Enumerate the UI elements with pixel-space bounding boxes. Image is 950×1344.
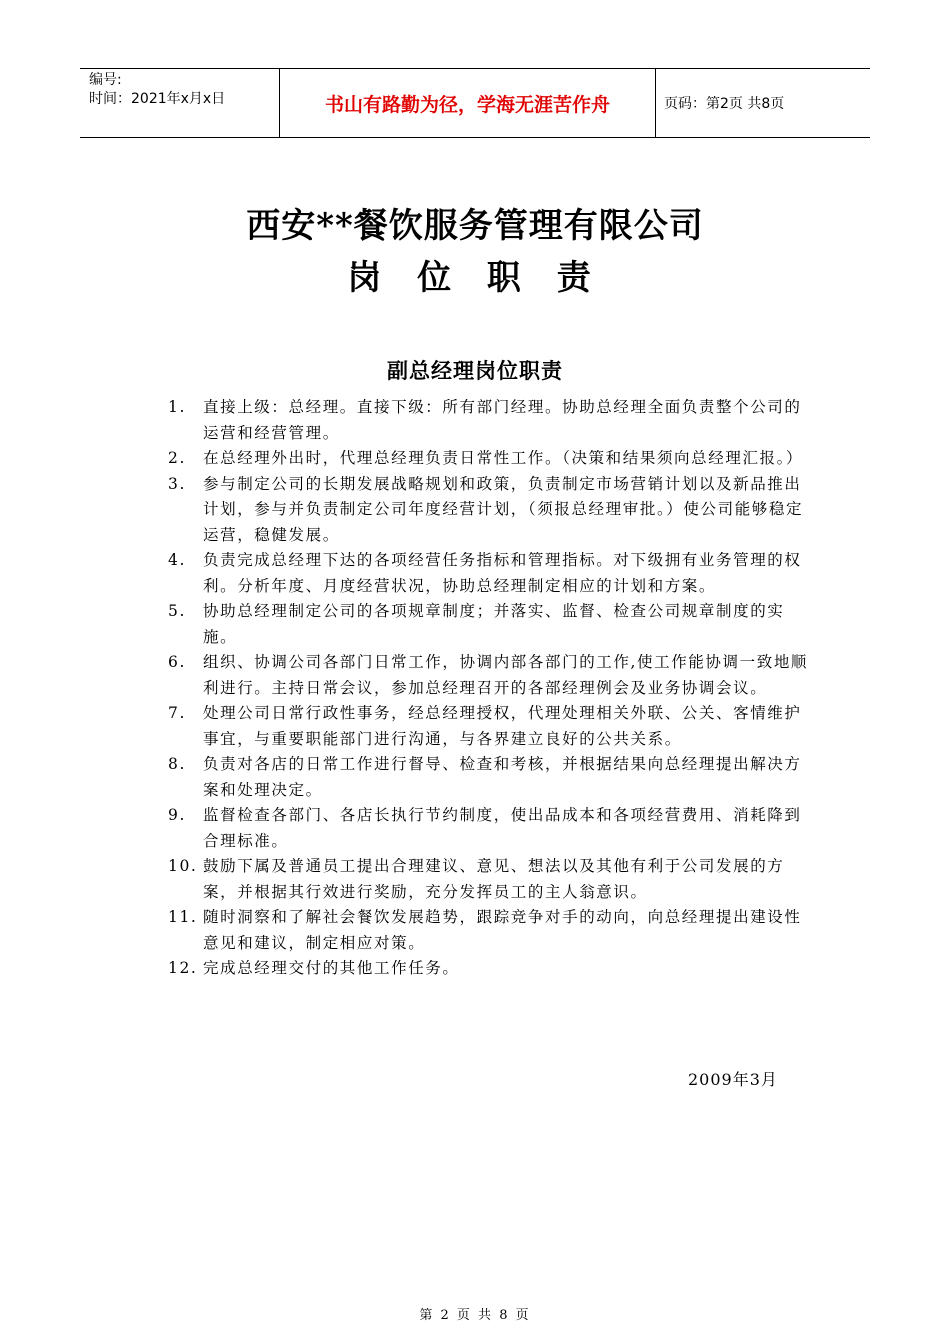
item-number: 12. [168,959,198,977]
list-item [168,599,818,650]
item-text: 协助总经理制定公司的各项规章制度；并落实、监督、检查公司规章制度的实施。 [203,602,785,646]
list-item [168,752,818,803]
list-item [168,803,818,854]
time-label: 时间：2021年x月x日 [89,91,226,107]
item-text: 完成总经理交付的其他工作任务。 [203,959,460,977]
item-number: 9. [168,806,186,824]
header-motto: 书山有路勤为径，学海无涯苦作舟 [280,69,656,137]
list-item [168,956,818,982]
list-item [168,395,818,446]
list-item [168,650,818,701]
page-footer: 第 2 页 共 8 页 [419,1308,531,1323]
item-text: 组织、协调公司各部门日常工作，协调内部各部门的工作,使工作能协调一致地顺利进行。主持日常会议，参加总经理召开的各部经理例会及业务协调会议。 [203,653,809,697]
item-text: 负责对各店的日常工作进行督导、检查和考核，并根据结果向总经理提出解决方案和处理决定。 [203,755,802,799]
list-item [168,701,818,752]
item-text: 直接上级：总经理。直接下级：所有部门经理。协助总经理全面负责整个公司的运营和经营管理。 [203,398,802,442]
item-text: 鼓励下属及普通员工提出合理建议、意见、想法以及其他有利于公司发展的方案，并根据其行效进行奖励，充分发挥员工的主人翁意识。 [203,857,785,901]
item-text: 监督检查各部门、各店长执行节约制度，使出品成本和各项经营费用、消耗降到合理标准。 [203,806,802,850]
document-date: 2009年3月 [688,1070,778,1089]
item-text: 参与制定公司的长期发展战略规划和政策，负责制定市场营销计划以及新品推出计划，参与并负责制定公司年度经营计划，（须报总经理审批。）使公司能够稳定运营，稳健发展。 [203,474,804,544]
header-page-code: 页码：第2页 共8页 [664,96,785,112]
item-number: 4. [168,551,186,569]
item-text: 随时洞察和了解社会餐饮发展趋势，跟踪竞争对手的动向，向总经理提出建设性意见和建议，制定相应对策。 [203,908,802,952]
item-number: 3. [168,474,186,493]
item-text: 负责完成总经理下达的各项经营任务指标和管理指标。对下级拥有业务管理的权利。分析年度、月度经营状况，协助总经理制定相应的计划和方案。 [203,551,802,595]
item-number: 2. [168,449,186,467]
item-number: 6. [168,653,186,671]
list-item [168,472,818,549]
list-item [168,446,818,472]
item-number: 11. [168,908,198,926]
list-item [168,548,818,599]
header-left-cell [80,69,280,137]
item-number: 7. [168,704,186,722]
header-table [80,68,870,138]
section-title: 副总经理岗位职责 [387,358,563,383]
item-text: 处理公司日常行政性事务，经总经理授权，代理处理相关外联、公关、客情维护事宜，与重要职能部门进行沟通，与各界建立良好的公共关系。 [203,704,802,748]
doc-subtitle: 岗 位 职 责 [347,258,603,298]
item-number: 1. [168,398,186,416]
item-number: 5. [168,602,186,620]
item-number: 10. [168,857,198,875]
duty-list [168,395,818,982]
list-item [168,854,818,905]
item-number: 8. [168,755,186,773]
company-title: 西安**餐饮服务管理有限公司 [246,206,704,246]
number-label: 编号: [89,72,122,88]
list-item [168,905,818,956]
item-text: 在总经理外出时，代理总经理负责日常性工作。（决策和结果须向总经理汇报。） [203,449,804,467]
